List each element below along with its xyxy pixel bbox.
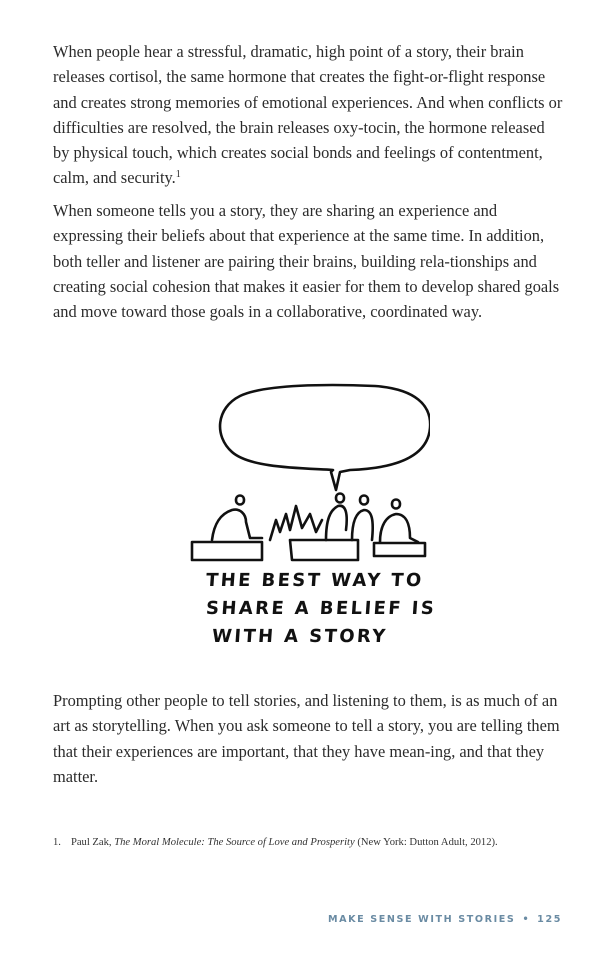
page-footer (328, 914, 562, 925)
page-number: 125 (537, 914, 562, 925)
footnote-publication: (New York: Dutton Adult, 2012). (354, 837, 498, 848)
footnote (53, 837, 573, 848)
person-left (212, 496, 262, 541)
person-middle-2 (352, 496, 373, 541)
footnote-reference[interactable]: 1 (175, 169, 181, 181)
illustration-caption-line-2: SHARE A BELIEF IS (205, 598, 437, 619)
person-middle-1 (326, 494, 347, 541)
paragraph-cortisol-text: When people hear a stressful, dramatic, high point of a story, their brain releases cortisol, the same hormone that creates the fight-or-flight response and creates strong memories of emotional experiences. And when conflicts or difficulties are resolved, the brain releases oxy-tocin, the hormone released by physical touch, which creates social bonds and feelings of contentment, calm, and security. (53, 42, 563, 188)
paragraph-sharing-beliefs: When someone tells you a story, they are sharing an experience and expressing their beliefs about that experience at the same time. In addition, both teller and listener are pairing their brains, building rela-tionships and creating social cohesion that makes it easier for them to develop shared goals and move toward those goals in a collaborative, coordinated way. (53, 201, 560, 322)
campfire-flames (270, 506, 322, 540)
footnote-number: 1. (53, 837, 61, 848)
bench-left (192, 542, 262, 560)
footnote-book-title: The Moral Molecule: The Source of Love and Prosperity (114, 837, 355, 848)
bench-right (374, 543, 425, 556)
running-head: MAKE SENSE WITH STORIES (327, 914, 516, 925)
illustration-caption-line-1: THE BEST WAY TO (205, 570, 425, 591)
footnote-author: Paul Zak, (70, 837, 115, 848)
footer-separator: • (522, 914, 531, 925)
person-right (380, 500, 418, 543)
bench-middle (290, 540, 358, 560)
paragraph-cortisol (53, 39, 563, 191)
paragraph-prompting-stories: Prompting other people to tell stories, and listening to them, is as much of an art as storytelling. When you ask someone to tell a story, you are telling them that their experiences are important, that they have mean-ing, and that they matter. (53, 691, 560, 786)
illustration-caption-line-3: WITH A STORY (211, 626, 389, 647)
speech-bubble (220, 385, 430, 490)
